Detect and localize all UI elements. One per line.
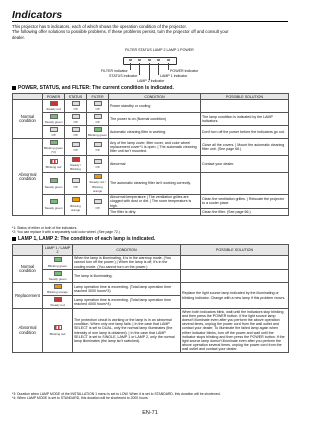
intro-line: The following offer solutions to possible problems. If these problems persist, turn the projector off and consult your [12,29,229,35]
header-cell [13,245,43,256]
leader-line [130,63,131,70]
condition-cell: Lamp operation time is exceeding. (Total lamp operation time reached 4000 hours*4) [73,296,181,309]
led-off-icon: Off [44,127,63,138]
led-blinking-orange-icon: Steady red / Blinking orange [88,174,107,193]
lamp1-indicator-label: LAMP 1 indicator [160,74,188,78]
led-steady-green-icon: Steady green [44,114,63,125]
power-led-icon [167,59,170,61]
led-steady-green-icon: Steady green [44,178,63,189]
led-off-icon: Off [66,142,85,153]
led-off-icon: Off [66,114,85,125]
col-solution: POSSIBLE SOLUTION [181,245,289,256]
col-lamp: LAMP 1 / LAMP 2 [43,245,73,256]
led-off-icon: Off [88,142,107,153]
solution-cell: Clean the ventilation grilles. | Relocate the projector to a cooler place. [201,194,289,209]
solution-cell [201,100,289,113]
intro-line: This projector has 5 indicators, each of which shows the operation condition of the projector. [12,24,187,29]
table-row [13,255,289,270]
col-condition: CONDITION [73,245,181,256]
table-row [13,113,289,126]
table-row [13,270,289,283]
lamp1-led-icon [157,59,160,61]
col-power: POWER [43,94,65,100]
intro-line: dealer. [12,34,25,40]
filter-led-icon [129,59,132,61]
lamp2-indicator-label: LAMP 2 indicator [137,79,165,83]
footnote: *4: When LAMP MODE is set to STANDARD, this duration will be shortened to 2000 hours. [12,396,149,400]
condition-cell: Automatic cleaning filter is working. [109,126,201,139]
solution-cell: Don't turn off the power before the indicators go out. [201,126,289,139]
condition-cell: The lamp is illuminating. [73,270,181,283]
section2-heading: LAMP 1, LAMP 2: The condition of each lamp is indicated. [12,236,155,242]
table-row [13,156,289,173]
solution-cell: Contact your dealer. [201,156,289,173]
group-normal: Normal condition [13,100,43,139]
footnote: *2: You can replace it with a separately sold color wheel. (See page 72.) [12,230,120,234]
solution-cell: When both indicators blink, wait until the indicators stop blinking and then press the POWER button. If the light source lamp doesn't illuminate even after you perform the above operation several times, unplug the power cord from the wall outlet and contact your dealer. To illuminate the failed lamp again when either indicator blinks, turn off the power and wait until the indicator stops blinking and then press the POWER button. If the light source lamp doesn't illuminate even after you perform the above operation several times, unplug the power cord from the wall outlet and contact your dealer. [181,309,289,353]
condition-cell: Abnormal [109,156,201,173]
solution-cell: Clean the filter. (See page 66.) [201,209,289,215]
solution-cell [181,255,289,270]
page-title: Indicators [12,9,63,21]
led-blinking-orange-icon: Blinking orange [66,197,85,212]
led-steady-red-icon: Steady red [44,101,63,112]
group-abnormal: Abnormal condition [13,309,43,353]
table-row [13,126,289,139]
table-header-row [13,245,289,256]
footnote: *1: Status of either or both of the indicators. [12,226,78,230]
col-filter: FILTER [87,94,109,100]
led-blinking-red-icon: Blinking red [44,325,71,336]
group-normal: Normal condition [13,255,43,283]
condition-cell: When the lamp is illuminating, it is in the warmup mode. (You cannot turn off the power.) | When the lamp is off, it's in the cooling mode. (You cannot turn on the power.) [73,255,181,270]
led-steady-green-icon: Steady green [44,199,63,210]
condition-cell: The automatic cleaning filter isn't working correctly. [109,173,201,194]
col-condition: CONDITION [109,94,201,100]
group-replacement: Replacement [13,283,43,309]
indicator-panel-diagram [85,45,215,85]
condition-cell: Lamp operation time is exceeding. (Total lamp operation time reached 3000 hours*3) [73,283,181,296]
led-off-icon: Off [88,159,107,170]
led-steady-red-icon: Steady red [44,297,71,308]
table-row [13,139,289,156]
lamp2-led-icon [148,59,151,61]
leader-line [168,63,169,70]
group-abnormal: Abnormal condition [13,139,43,216]
table-row [13,173,289,194]
filter-indicator-label: FILTER indicator [101,69,128,73]
leader-line [158,63,159,75]
solution-cell [201,173,289,194]
section1-notes [12,226,120,234]
led-steady-red-icon: Steady / Blinking [66,157,85,172]
power-indicator-label: POWER indicator [170,69,199,73]
table-row [13,309,289,353]
solution-cell: The lamp condition is indicated by the LAMP indicators. [201,113,289,126]
condition-cell: Power standby or cooling [109,100,201,113]
led-off-icon: Off [88,199,107,210]
condition-cell: Abnormal temperature | The ventilation grilles are clogged with dust or dirt. | The room temperature is high. [109,194,201,209]
led-blinking-green-icon: Blinking green [88,127,107,138]
led-off-icon: Off [66,101,85,112]
indicator-status-table [12,93,289,216]
led-off-icon: Off [88,101,107,112]
condition-cell: The filter is dirty. [109,209,201,215]
section1-heading: POWER, STATUS, and FILTER: The current condition is indicated. [12,85,174,91]
condition-cell: The power is on (Normal condition) [109,113,201,126]
solution-cell: Close all the covers. | Mount the automatic cleaning filter unit. (See page 66.) [201,139,289,156]
col-solution: POSSIBLE SOLUTION [201,94,289,100]
led-blinking-green-icon: Blinking green [44,257,71,268]
solution-cell: Replace the light source lamp indicated by the illuminating or blinking indicator. Change with a new lamp if this problem recurs. [181,283,289,309]
section2-notes [12,392,221,400]
table-row [13,283,289,296]
solution-cell [181,270,289,283]
condition-cell: The protection circuit is working or the lamp is in an abnormal condition. When only one lamp fails: | In the case that LAMP SELECT is set to DUAL, only the normal lamp illuminates (the intensity of one lamp is obtained). | In the case that LAMP SELECT is set to SINGLE, LAMP 1 or LAMP 2, only the normal lamp illuminates (the lamp isn't switched). [73,309,181,353]
led-blinking-red-icon: Blinking red [44,159,63,170]
page-number: EN-71 [142,410,158,416]
table-row [13,100,289,113]
led-off-icon: Off [88,114,107,125]
footnote: *3: Duration when LAMP MODE of the INSTALLATION 1 menu is set to LOW. When it is set to STANDARD, this duration will be shortened. [12,392,221,396]
table-row [13,194,289,209]
leader-line [139,63,140,75]
led-off-icon: Off [66,178,85,189]
led-off-icon: Off [66,127,85,138]
indicator-names: FILTER STATUS LAMP 2 LAMP 1 POWER [125,48,194,52]
col-status: STATUS [65,94,87,100]
led-blinking-green-icon: Blinking green (*2) [44,140,63,155]
title-underline [12,21,288,22]
led-steady-green-icon: Steady green [44,271,71,282]
condition-cell: Any of the lamp cover, filter cover, and color wheel replacement cover*1 is open. | The automatic cleaning filter unit isn't mounted. [109,139,201,156]
lamp-status-table [12,244,289,353]
leader-line [149,63,150,80]
status-led-icon [138,59,141,61]
intro-paragraph [12,24,288,40]
status-indicator-label: STATUS indicator [109,74,138,78]
led-blinking-orange-icon: Blinking orange [44,284,71,295]
